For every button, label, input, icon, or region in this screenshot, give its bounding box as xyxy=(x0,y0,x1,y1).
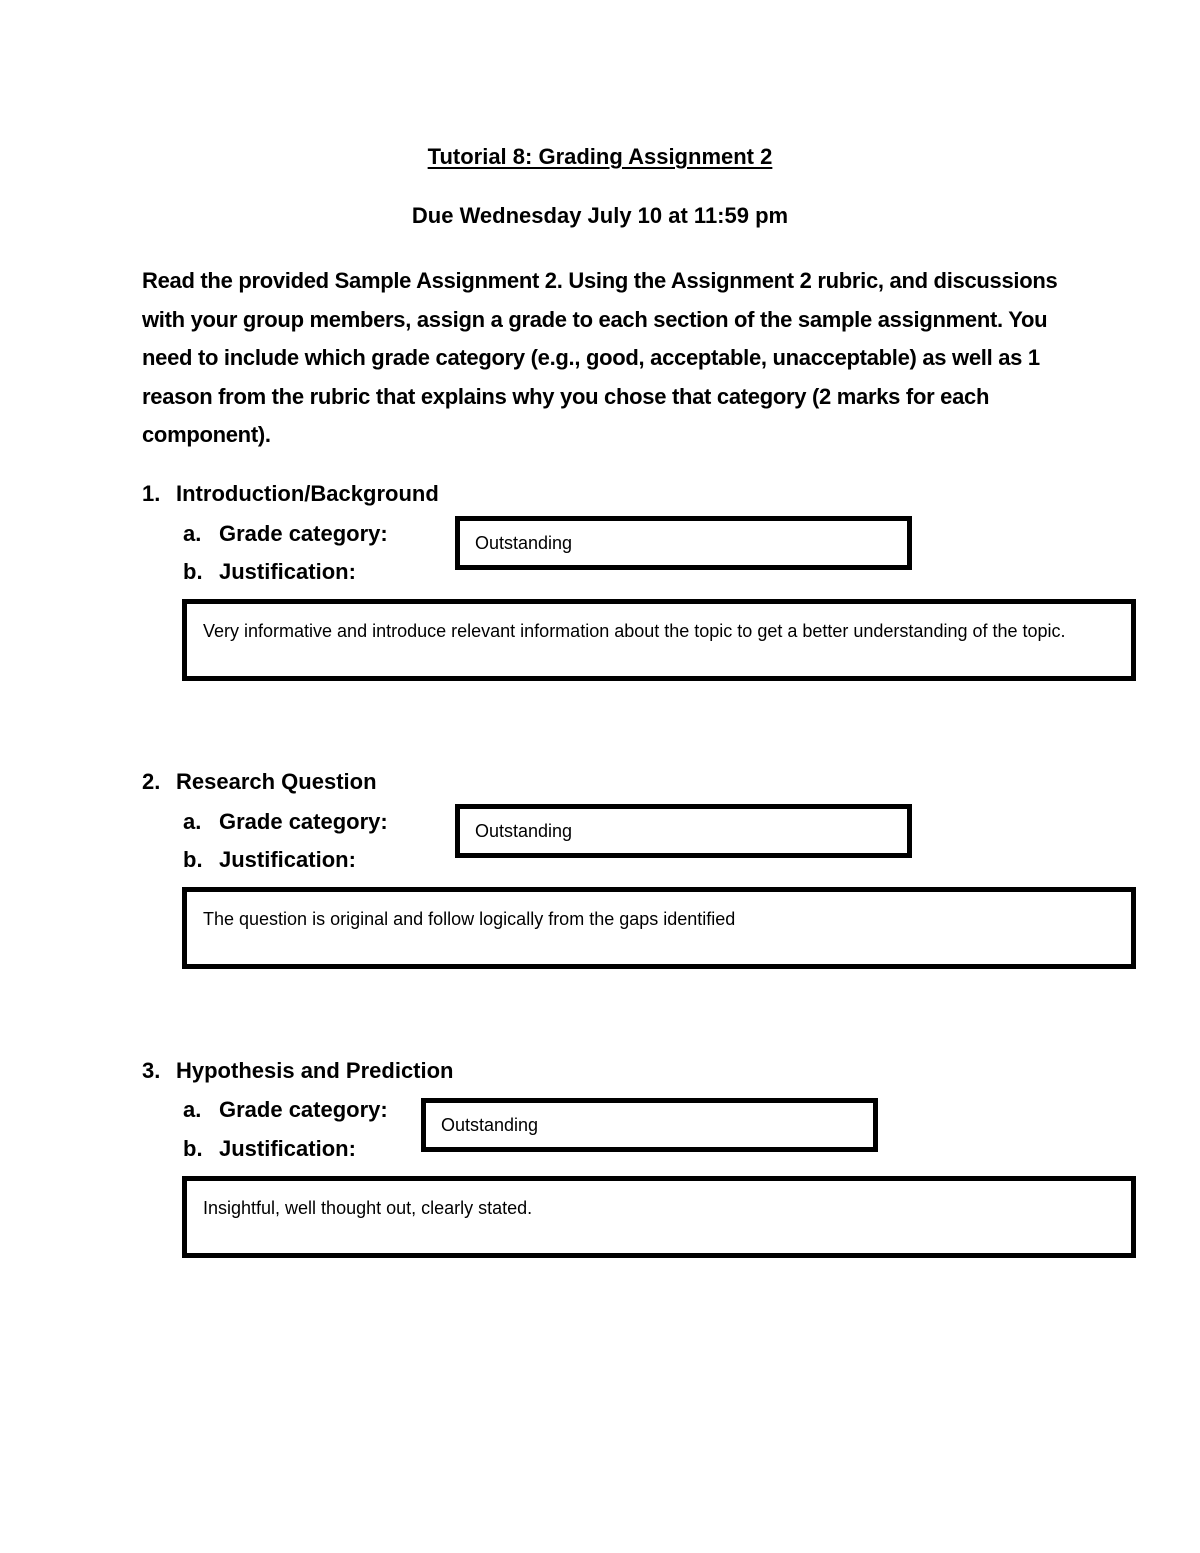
justification-label xyxy=(183,559,356,585)
section-title: Hypothesis and Prediction xyxy=(176,1058,454,1083)
section-number: 3. xyxy=(142,1058,161,1083)
due-date: Due Wednesday July 10 at 11:59 pm xyxy=(411,203,789,228)
page-title: Tutorial 8: Grading Assignment 2 xyxy=(427,144,773,169)
section-number: 2. xyxy=(142,769,161,794)
grade-category-field[interactable]: Outstanding xyxy=(421,1098,878,1152)
section-heading-research-question xyxy=(142,769,377,795)
item-letter: b. xyxy=(183,847,203,872)
item-letter: a. xyxy=(183,809,202,834)
item-letter: b. xyxy=(183,1136,203,1161)
item-label: Justification: xyxy=(219,847,356,872)
justification-field[interactable]: Very informative and introduce relevant information about the topic to get a better understanding of the topic. xyxy=(182,599,1136,681)
section-heading-hypothesis xyxy=(142,1058,454,1084)
justification-field[interactable]: The question is original and follow logically from the gaps identified xyxy=(182,887,1136,969)
section-heading-introduction xyxy=(142,481,439,507)
justification-field[interactable]: Insightful, well thought out, clearly stated. xyxy=(182,1176,1136,1258)
item-letter: a. xyxy=(183,1097,202,1122)
justification-label xyxy=(183,1136,356,1162)
item-label: Justification: xyxy=(219,1136,356,1161)
item-label: Grade category: xyxy=(219,809,388,834)
instructions-paragraph: Read the provided Sample Assignment 2. Using the Assignment 2 rubric, and discussions with your group members, assign a grade to each section of the sample assignment. You need to include which grade category (e.g., good, acceptable, unacceptable) as well as 1 reason from the rubric that explains why you chose that category (2 marks for each component). xyxy=(142,268,1058,447)
section-title: Introduction/Background xyxy=(176,481,439,506)
grade-category-label xyxy=(183,809,388,835)
grade-category-field[interactable]: Outstanding xyxy=(455,516,912,570)
item-letter: b. xyxy=(183,559,203,584)
section-title: Research Question xyxy=(176,769,377,794)
justification-label xyxy=(183,847,356,873)
item-label: Grade category: xyxy=(219,1097,388,1122)
item-label: Justification: xyxy=(219,559,356,584)
grade-category-label xyxy=(183,1097,388,1123)
item-label: Grade category: xyxy=(219,521,388,546)
grade-category-label xyxy=(183,521,388,547)
item-letter: a. xyxy=(183,521,202,546)
section-number: 1. xyxy=(142,481,161,506)
grade-category-field[interactable]: Outstanding xyxy=(455,804,912,858)
